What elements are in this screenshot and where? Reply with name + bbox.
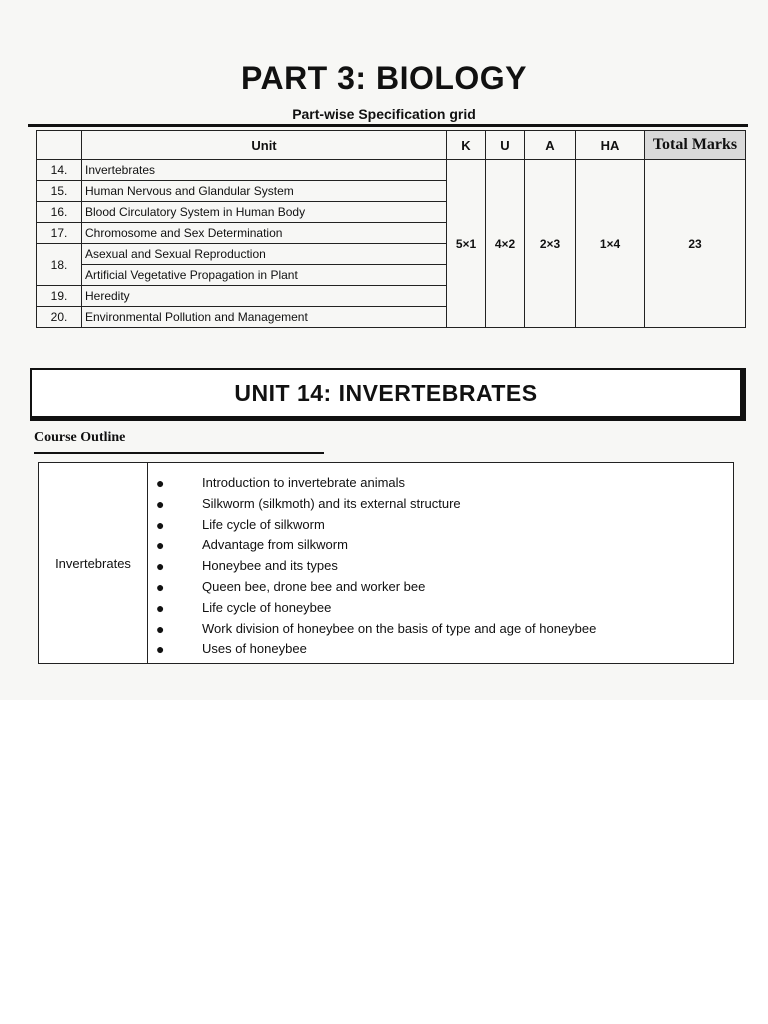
bullet-icon: ● <box>156 641 165 658</box>
row-number: 15. <box>37 181 82 202</box>
marks-ha: 1×4 <box>576 160 645 328</box>
bullet-icon: ● <box>156 516 165 533</box>
row-unit: Chromosome and Sex Determination <box>82 223 447 244</box>
row-unit: Blood Circulatory System in Human Body <box>82 202 447 223</box>
page-subtitle: Part-wise Specification grid <box>292 106 476 122</box>
row-number: 17. <box>37 223 82 244</box>
unit-banner <box>30 368 746 421</box>
row-unit: Environmental Pollution and Management <box>82 307 447 328</box>
bullet-icon: ● <box>156 558 165 575</box>
bullet-icon: ● <box>156 475 165 491</box>
col-header-a: A <box>525 131 576 160</box>
col-header-unit: Unit <box>82 131 447 160</box>
list-item <box>148 556 733 577</box>
bullet-icon: ● <box>156 495 165 512</box>
specification-grid <box>36 130 746 328</box>
table-row <box>37 160 746 181</box>
course-outline-table <box>38 462 734 664</box>
page-title: PART 3: BIOLOGY <box>240 60 528 96</box>
list-item-text: Queen bee, drone bee and worker bee <box>202 578 426 594</box>
list-item-text: Introduction to invertebrate animals <box>202 475 406 490</box>
list-item-text: Honeybee and its types <box>202 558 338 574</box>
list-item <box>148 577 733 598</box>
unit-heading: UNIT 14: INVERTEBRATES <box>234 380 538 406</box>
divider <box>28 124 748 127</box>
list-item <box>148 619 733 640</box>
list-item-text: Life cycle of silkworm <box>202 516 325 532</box>
marks-total: 23 <box>645 160 746 328</box>
marks-k: 5×1 <box>447 160 486 328</box>
row-unit: Human Nervous and Glandular System <box>82 181 447 202</box>
row-unit: Invertebrates <box>82 160 447 181</box>
table-header-row <box>37 131 746 160</box>
list-item <box>148 473 733 494</box>
list-item <box>148 639 733 660</box>
row-number: 16. <box>37 202 82 223</box>
list-item-text: Life cycle of honeybee <box>202 599 332 615</box>
col-header-k: K <box>447 131 486 160</box>
row-number: 20. <box>37 307 82 328</box>
row-unit: Artificial Vegetative Propagation in Plant <box>82 265 447 286</box>
row-number: 19. <box>37 286 82 307</box>
list-item-text: Uses of honeybee <box>202 641 307 657</box>
divider <box>34 452 324 454</box>
list-item <box>148 535 733 556</box>
outline-topic: Invertebrates <box>39 463 148 663</box>
list-item-text: Work division of honeybee on the basis of type and age of honeybee <box>202 620 597 636</box>
row-number: 14. <box>37 160 82 181</box>
row-number: 18. <box>37 244 82 286</box>
list-item-text: Advantage from silkworm <box>202 537 348 553</box>
list-item <box>148 598 733 619</box>
col-header-num <box>37 131 82 160</box>
col-header-ha: HA <box>576 131 645 160</box>
course-outline-label: Course Outline <box>34 430 126 445</box>
row-unit: Asexual and Sexual Reproduction <box>82 244 447 265</box>
bullet-icon: ● <box>156 599 165 616</box>
col-header-u: U <box>486 131 525 160</box>
bullet-icon: ● <box>156 578 165 595</box>
list-item-text: Silkworm (silkmoth) and its external structure <box>202 495 461 511</box>
bullet-icon: ● <box>156 537 165 554</box>
list-item <box>148 515 733 536</box>
list-item <box>148 494 733 515</box>
outline-list <box>148 463 733 663</box>
marks-u: 4×2 <box>486 160 525 328</box>
bullet-icon: ● <box>156 620 165 637</box>
col-header-total: Total Marks <box>645 131 746 160</box>
row-unit: Heredity <box>82 286 447 307</box>
marks-a: 2×3 <box>525 160 576 328</box>
